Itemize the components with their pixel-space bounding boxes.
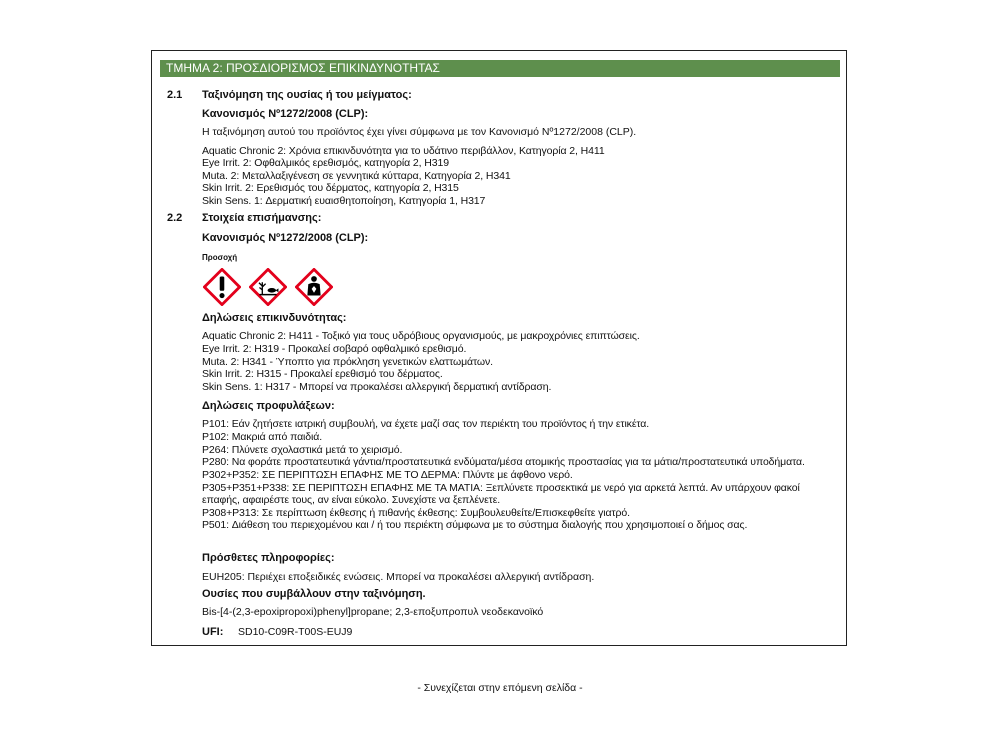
hazard-statements-heading: Δηλώσεις επικινδυνότητας: xyxy=(202,312,347,324)
additional-info-text: EUH205: Περιέχει εποξειδικές ενώσεις. Μπορεί να προκαλέσει αλλεργική αντίδραση. xyxy=(202,571,595,583)
health-hazard-icon xyxy=(295,268,333,306)
precautionary-statement: P280: Να φοράτε προστατευτικά γάντια/προστατευτικά ενδύματα/μέσα ατομικής προστασίας για τα μάτια/προστατευτικά υποδήματα. xyxy=(202,456,805,468)
precautionary-statement: επαφής, αφαιρέστε τους, αν είναι εύκολο. Συνεχίστε να ξεπλένετε. xyxy=(202,494,501,506)
section-header: ΤΜΗΜΑ 2: ΠΡΟΣΔΙΟΡΙΣΜΟΣ ΕΠΙΚΙΝΔΥΝΟΤΗΤΑΣ xyxy=(160,60,840,77)
classification-line: Eye Irrit. 2: Οφθαλμικός ερεθισμός, κατηγορία 2, H319 xyxy=(202,157,449,169)
section-number: 2.1 xyxy=(167,89,183,101)
precautionary-statement: P102: Μακριά από παιδιά. xyxy=(202,431,323,443)
contributing-substances-text: Bis-[4-(2,3-epoxipropoxi)phenyl]propane; 2,3-εποξυπροπυλ νεοδεκανοϊκό xyxy=(202,606,544,618)
section-heading: Στοιχεία επισήμανσης: xyxy=(202,212,322,224)
exclamation-icon xyxy=(203,268,241,306)
hazard-statement: Aquatic Chronic 2: H411 - Τοξικό για τους υδρόβιους οργανισμούς, με μακροχρόνιες επιπτώσεις. xyxy=(202,330,640,342)
hazard-statement: Eye Irrit. 2: H319 - Προκαλεί σοβαρό οφθαλμικό ερεθισμό. xyxy=(202,343,467,355)
signal-word: Προσοχή xyxy=(202,253,238,262)
precautionary-statement: P305+P351+P338: ΣΕ ΠΕΡΙΠΤΩΣΗ ΕΠΑΦΗΣ ΜΕ ΤΑ ΜΑΤΙΑ: Ξεπλύνετε προσεκτικά με νερό για αρκετά λεπτά. Αν υπάρχουν φακοί xyxy=(202,482,800,494)
regulation-heading: Κανονισμός Nº1272/2008 (CLP): xyxy=(202,108,369,120)
hazard-statement: Skin Irrit. 2: H315 - Προκαλεί ερεθισμό του δέρματος. xyxy=(202,368,443,380)
section-heading: Ταξινόμηση της ουσίας ή του μείγματος: xyxy=(202,89,412,101)
precautionary-statement: P501: Διάθεση του περιεχομένου και / ή του περιέκτη σύμφωνα με το σύστημα διαλογής που χρησιμοποιεί ο δήμος σας. xyxy=(202,519,748,531)
precautionary-statement: P302+P352: ΣΕ ΠΕΡΙΠΤΩΣΗ ΕΠΑΦΗΣ ΜΕ ΤΟ ΔΕΡΜΑ: Πλύντε με άφθονο νερό. xyxy=(202,469,573,481)
section-number: 2.2 xyxy=(167,212,183,224)
hazard-statement: Skin Sens. 1: H317 - Μπορεί να προκαλέσει αλλεργική δερματική αντίδραση. xyxy=(202,381,552,393)
additional-info-heading: Πρόσθετες πληροφορίες: xyxy=(202,552,335,564)
precautionary-statement: P308+P313: Σε περίπτωση έκθεσης ή πιθανής έκθεσης: Συμβουλευθείτε/Επισκεφθείτε γιατρό. xyxy=(202,507,630,519)
classification-line: Muta. 2: Μεταλλαξιγένεση σε γεννητικά κύτταρα, Κατηγορία 2, H341 xyxy=(202,170,511,182)
environment-icon xyxy=(249,268,287,306)
classification-line: Skin Sens. 1: Δερματική ευαισθητοποίηση, Κατηγορία 1, H317 xyxy=(202,195,486,207)
hazard-statement: Muta. 2: H341 - Ύποπτο για πρόκληση γενετικών ελαττωμάτων. xyxy=(202,356,493,368)
precautionary-statements-heading: Δηλώσεις προφυλάξεων: xyxy=(202,400,335,412)
ufi-value: SD10-C09R-T00S-EUJ9 xyxy=(238,626,353,638)
precautionary-statement: P101: Εάν ζητήσετε ιατρική συμβουλή, να έχετε μαζί σας τον περιέκτη του προϊόντος ή την ετικέτα. xyxy=(202,418,650,430)
regulation-heading: Κανονισμός Nº1272/2008 (CLP): xyxy=(202,232,369,244)
classification-line: Aquatic Chronic 2: Χρόνια επικινδυνότητα για το υδάτινο περιβάλλον, Κατηγορία 2, H411 xyxy=(202,145,605,157)
contributing-substances-heading: Ουσίες που συμβάλλουν στην ταξινόμηση. xyxy=(202,588,426,600)
classification-intro: Η ταξινόμηση αυτού του προϊόντος έχει γίνει σύμφωνα με τον Κανονισμό Nº1272/2008 (CLP). xyxy=(202,126,637,138)
ufi-label: UFI: xyxy=(202,626,224,638)
classification-line: Skin Irrit. 2: Ερεθισμός του δέρματος, κατηγορία 2, H315 xyxy=(202,182,459,194)
page-footer: - Συνεχίζεται στην επόμενη σελίδα - xyxy=(417,682,583,694)
precautionary-statement: P264: Πλύνετε σχολαστικά μετά το χειρισμό. xyxy=(202,444,403,456)
